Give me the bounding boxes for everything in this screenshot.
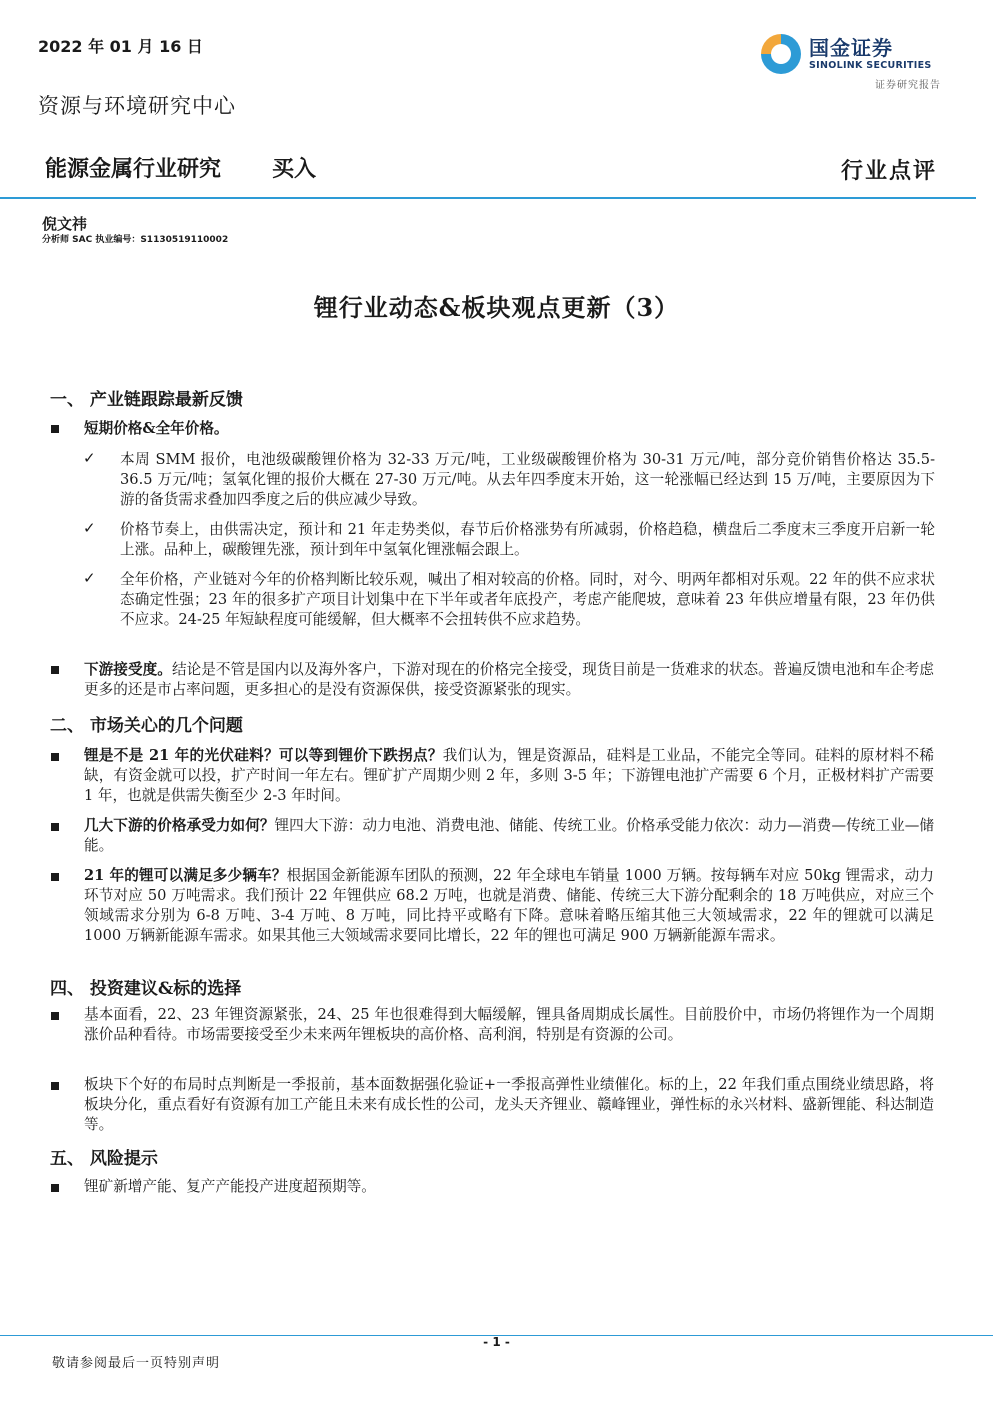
- checkmark-icon: ✓: [83, 449, 96, 467]
- s2-bullet-2: 几大下游的价格承受力如何？锂四大下游：动力电池、消费电池、储能、传统工业。价格承受能力依次：动力—消费—传统工业—储能。: [84, 817, 934, 854]
- bullet-square-icon: [51, 753, 59, 761]
- s1-check-2: 价格节奏上，由供需决定，预计和 21 年走势类似，春节后价格涨势有所减弱，价格趋稳，横盘后二季度末三季度开启新一轮上涨。品种上，碳酸锂先涨，预计到年中氢氧化锂涨幅会跟上。: [120, 521, 935, 558]
- company-logo: [753, 30, 943, 90]
- report-date: 2022 年 01 月 16 日: [38, 37, 203, 56]
- section-2-heading: 二、 市场关心的几个问题: [50, 716, 243, 736]
- bullet-square-icon: [51, 425, 59, 433]
- s1-bullet-1-label: 短期价格&全年价格。: [84, 420, 229, 437]
- checkmark-icon: ✓: [83, 569, 96, 587]
- bullet-square-icon: [51, 873, 59, 881]
- header-divider: [0, 197, 976, 199]
- logo-cn: 国金证券: [809, 36, 893, 60]
- bullet-square-icon: [51, 1012, 59, 1020]
- analyst-sac: 分析师 SAC 执业编号：S1130519110002: [42, 235, 229, 245]
- rating: 买入: [272, 157, 317, 182]
- bullet-square-icon: [51, 666, 59, 674]
- s1-bullet-2: 下游接受度。结论是不管是国内以及海外客户，下游对现在的价格完全接受，现货目前是一货难求的状态。普遍反馈电池和车企考虑更多的还是市占率问题，更多担心的是没有资源保供，接受资源紧张的现实。: [84, 661, 934, 698]
- s4-bullet-1: 基本面看，22、23 年锂资源紧张，24、25 年也很难得到大幅缓解，锂具备周期成长属性。目前股价中，市场仍将锂作为一个周期涨价品种看待。市场需要接受至少未来两年锂板块的高价格、高利润，特别是有资源的公司。: [84, 1006, 934, 1043]
- s1-check-1: 本周 SMM 报价，电池级碳酸锂价格为 32-33 万元/吨，工业级碳酸锂价格为 30-31 万元/吨，部分竞价销售价格达 35.5-36.5 万元/吨；氢氧化锂的报价大概在 27-30 万元/吨。从去年四季度末开始，这一轮涨幅已经达到 15 万/吨，主要原因为下游的备货需求叠加四季度之后的供应减少导致。: [120, 451, 935, 508]
- report-title: 锂行业动态&板块观点更新（3）: [313, 293, 680, 322]
- sector-name: 能源金属行业研究: [45, 157, 222, 182]
- bullet-square-icon: [51, 1082, 59, 1090]
- disclaimer-note: 敬请参阅最后一页特别声明: [52, 1356, 221, 1371]
- s2-bullet-1: 锂是不是 21 年的光伏硅料？可以等到锂价下跌拐点？我们认为，锂是资源品，硅料是工业品，不能完全等同。硅料的原材料不稀缺，有资金就可以投，扩产时间一年左右。锂矿扩产周期少则 2 年，多则 3-5 年；下游锂电池扩产需要 6 个月，正极材料扩产需要 1 年，也就是供需失衡至少 2-3 年时间。: [84, 747, 934, 804]
- analyst-name: 倪文祎: [42, 215, 88, 233]
- section-1-heading: 一、 产业链跟踪最新反馈: [50, 390, 243, 410]
- checkmark-icon: ✓: [83, 519, 96, 537]
- bullet-square-icon: [51, 1184, 59, 1192]
- page-number: - 1 -: [483, 1335, 510, 1349]
- s5-bullet-1: 锂矿新增产能、复产产能投产进度超预期等。: [84, 1178, 376, 1195]
- section-4-heading: 四、 投资建议&标的选择: [50, 979, 242, 999]
- s2-bullet-3: 21 年的锂可以满足多少辆车？根据国金新能源车团队的预测，22 年全球电车销量 1000 万辆。按每辆车对应 50kg 锂需求，动力环节对应 50 万吨需求。我们预计 22 年锂供应 68.2 万吨，也就是消费、储能、传统三大下游分配剩余的 18 万吨供应，对应三个领域需求分别为 6-8 万吨、3-4 万吨、8 万吨，同比持平或略有下降。意味着略压缩其他三大领域需求，22 年的锂就可以满足 1000 万辆新能源车需求。如果其他三大领域需求要同比增长，22 年的锂也可满足 900 万辆新能源车需求。: [84, 867, 934, 944]
- section-5-heading: 五、 风险提示: [50, 1149, 158, 1169]
- logo-mark-icon: [761, 34, 801, 74]
- logo-en: SINOLINK SECURITIES: [809, 60, 932, 71]
- s1-check-3: 全年价格，产业链对今年的价格判断比较乐观，喊出了相对较高的价格。同时，对今、明两年都相对乐观。22 年的供不应求状态确定性强；23 年的很多扩产项目计划集中在下半年或者年底投产，考虑产能爬坡，意味着 23 年供应增量有限，23 年仍供不应求。24-25 年短缺程度可能缓解，但大概率不会扭转供不应求趋势。: [120, 571, 935, 628]
- bullet-square-icon: [51, 823, 59, 831]
- logo-sub: 证券研究报告: [875, 80, 941, 91]
- report-type: 行业点评: [840, 158, 937, 184]
- research-center: 资源与环境研究中心: [38, 94, 236, 118]
- s4-bullet-2: 板块下个好的布局时点判断是一季报前，基本面数据强化验证+一季报高弹性业绩催化。标的上，22 年我们重点围绕业绩思路，将板块分化，重点看好有资源有加工产能且未来有成长性的公司，龙头天齐锂业、赣峰锂业，弹性标的永兴材料、盛新锂能、科达制造等。: [84, 1076, 934, 1133]
